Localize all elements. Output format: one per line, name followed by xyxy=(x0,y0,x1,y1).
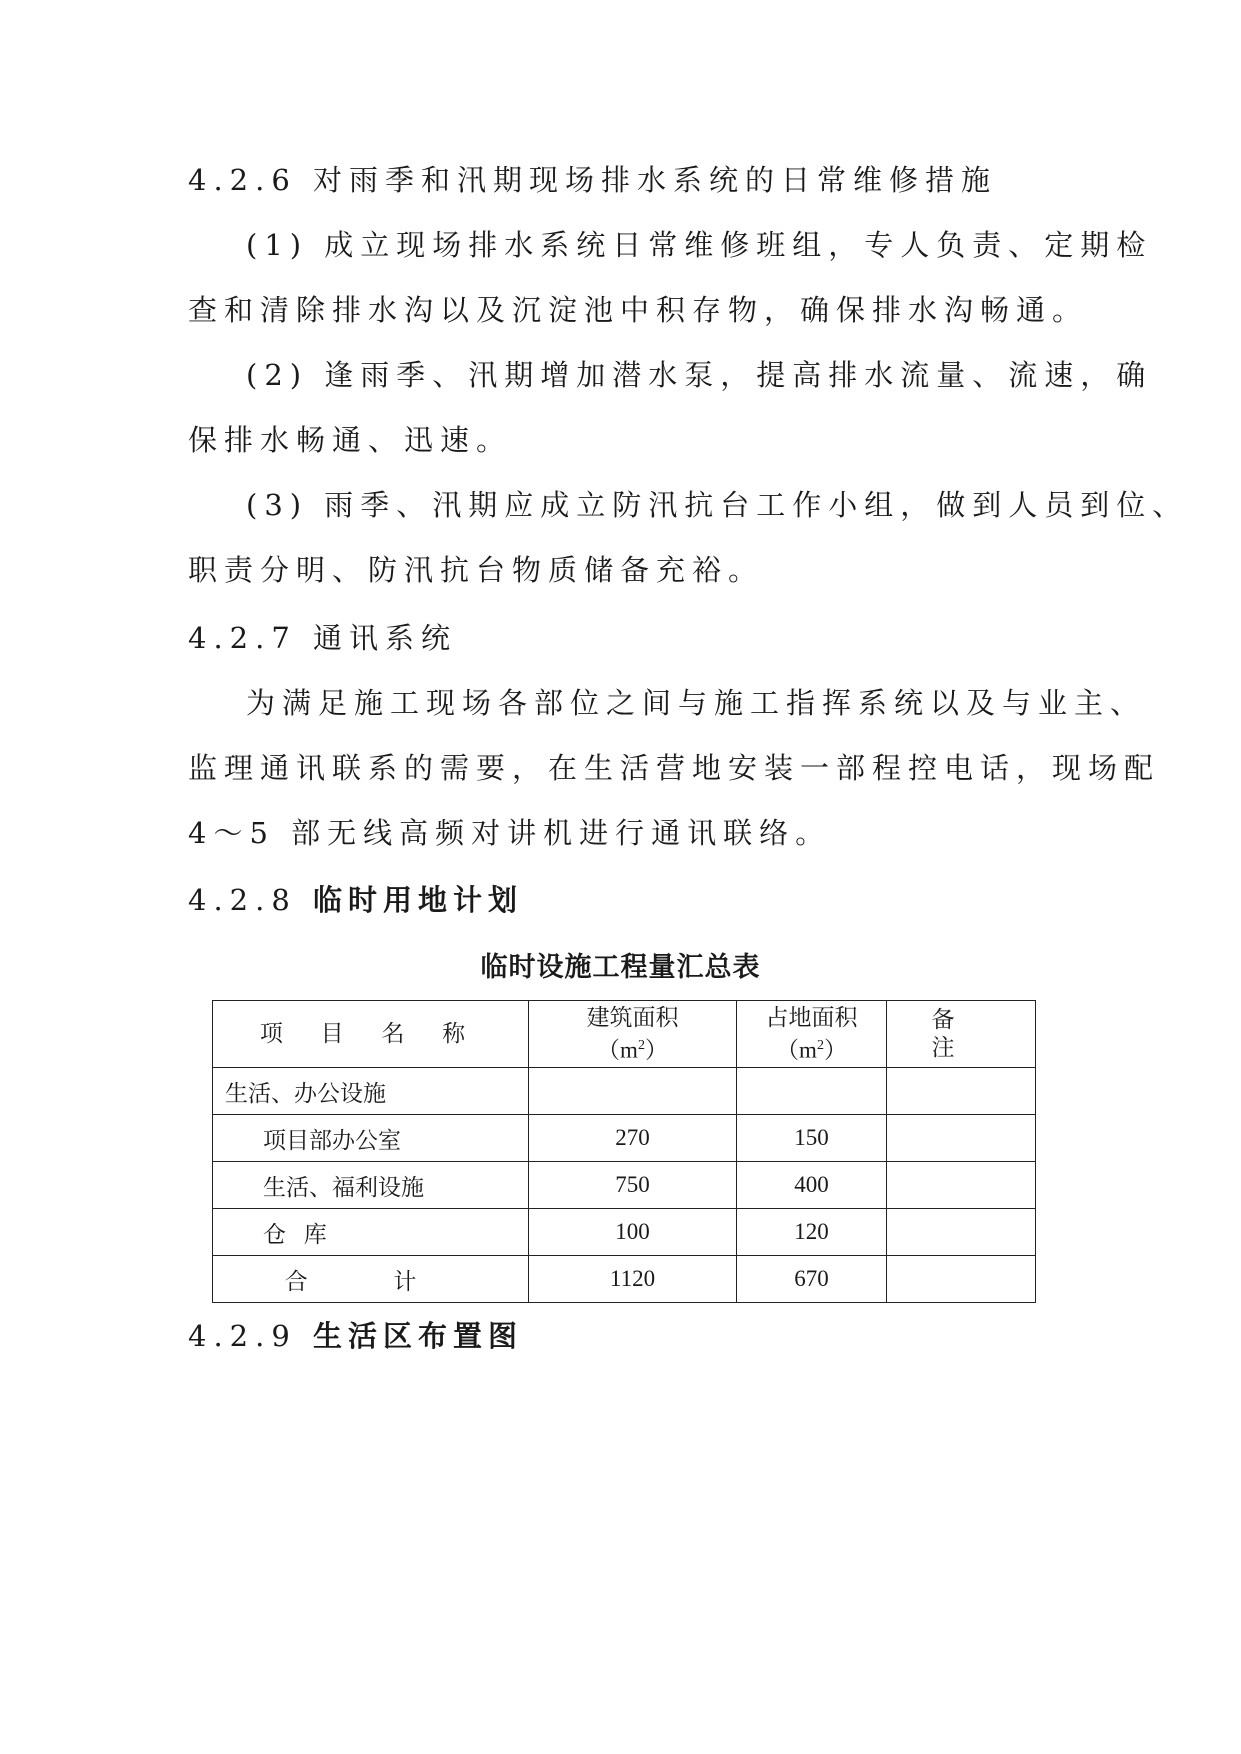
table-title: 临时设施工程量汇总表 xyxy=(480,952,761,983)
header-land-area: 占地面积 $(m^2)$ xyxy=(737,1001,887,1068)
category-cell: 生活、办公设施 xyxy=(213,1068,529,1115)
row-name: 项目部办公室 xyxy=(213,1115,529,1162)
header-name: 项 目 名 称 xyxy=(213,1001,529,1068)
row-remark xyxy=(887,1162,1036,1209)
section-426-heading: 4.2.6 对雨季和汛期现场排水系统的日常维修措施 xyxy=(188,163,998,197)
section-429-title: 生活区布置图 xyxy=(313,1319,524,1353)
row-name: 仓 库 xyxy=(213,1209,529,1256)
section-429-heading xyxy=(188,1316,523,1356)
paragraph-1-line-1: (1) 成立现场排水系统日常维修班组，专人负责、定期检 xyxy=(246,228,1153,262)
header-building-area: 建筑面积 $(m^2)$ xyxy=(529,1001,737,1068)
communication-line-1: 为满足施工现场各部位之间与施工指挥系统以及与业主、 xyxy=(246,686,1147,720)
row-land-area: 120 xyxy=(737,1209,887,1256)
row-remark xyxy=(887,1115,1036,1162)
table-header-row xyxy=(213,1001,1036,1068)
table-row xyxy=(213,1115,1036,1162)
paragraph-2-line-2: 保排水畅通、迅速。 xyxy=(188,423,513,457)
paragraph-3-line-1: (3) 雨季、汛期应成立防汛抗台工作小组，做到人员到位、 xyxy=(246,488,1189,522)
row-name: 生活、福利设施 xyxy=(213,1162,529,1209)
section-428-heading xyxy=(188,880,523,920)
total-remark xyxy=(887,1256,1036,1303)
section-429-number: 4.2.9 xyxy=(188,1319,297,1353)
section-428-number: 4.2.8 xyxy=(188,883,297,917)
row-building-area: 270 xyxy=(529,1115,737,1162)
row-land-area: 400 xyxy=(737,1162,887,1209)
facilities-summary-table xyxy=(212,1000,1036,1303)
total-label: 合 计 xyxy=(213,1256,529,1303)
communication-line-3: 4～5 部无线高频对讲机进行通讯联络。 xyxy=(188,816,832,850)
section-427-heading: 4.2.7 通讯系统 xyxy=(188,621,458,655)
table-row xyxy=(213,1162,1036,1209)
row-building-area: 100 xyxy=(529,1209,737,1256)
communication-line-2: 监理通讯联系的需要，在生活营地安装一部程控电话，现场配 xyxy=(188,751,1161,785)
row-remark xyxy=(887,1209,1036,1256)
header-remark: 备 注 xyxy=(887,1001,1036,1068)
paragraph-3-line-2: 职责分明、防汛抗台物质储备充裕。 xyxy=(188,553,765,587)
row-land-area: 150 xyxy=(737,1115,887,1162)
total-land-area: 670 xyxy=(737,1256,887,1303)
section-428-title: 临时用地计划 xyxy=(313,883,524,917)
paragraph-1-line-2: 查和清除排水沟以及沉淀池中积存物，确保排水沟畅通。 xyxy=(188,293,1089,327)
total-building-area: 1120 xyxy=(529,1256,737,1303)
table-row-category xyxy=(213,1068,1036,1115)
table-row xyxy=(213,1209,1036,1256)
paragraph-2-line-1: (2) 逢雨季、汛期增加潜水泵，提高排水流量、流速，确 xyxy=(246,358,1153,392)
table-row-total xyxy=(213,1256,1036,1303)
row-building-area: 750 xyxy=(529,1162,737,1209)
